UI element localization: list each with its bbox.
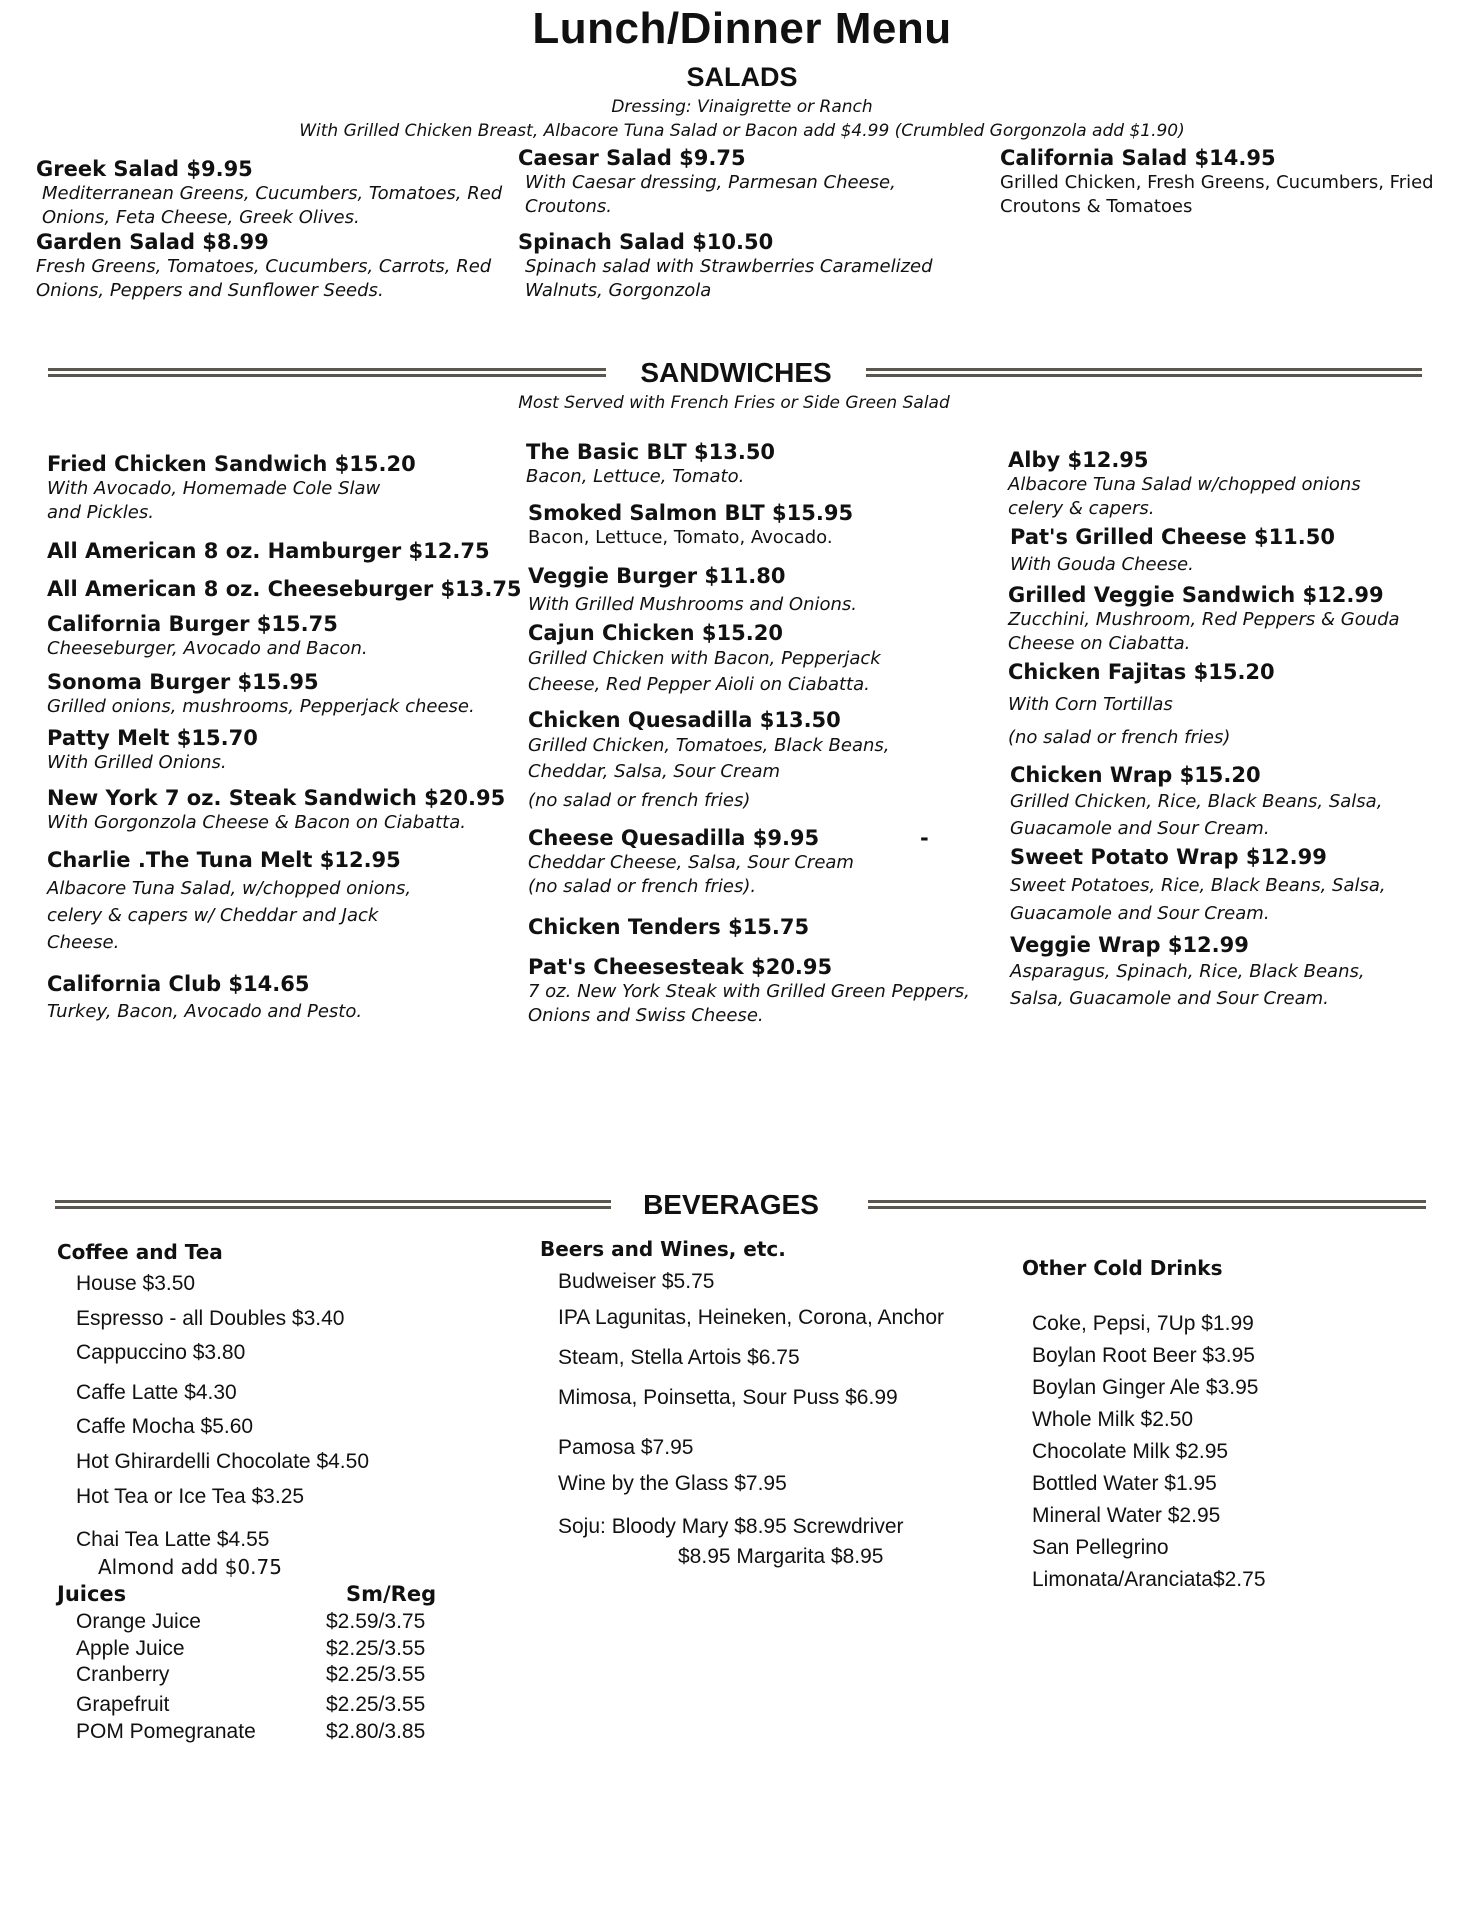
item-name: Cajun Chicken $15.20 [528,621,783,645]
sandwich-item [1010,525,1480,577]
item-desc: Albacore Tuna Salad w/chopped onions celery & capers. [1008,474,1361,519]
item-name: Smoked Salmon BLT $15.95 [528,501,854,525]
sandwich-item [526,440,996,489]
item-desc: With Avocado, Homemade Cole Slaw and Pickles. [47,478,381,523]
item-name: Greek Salad $9.95 [36,157,253,181]
item-name: Pat's Grilled Cheese $11.50 [1010,525,1335,549]
juice-price: $2.80/3.85 [326,1720,426,1743]
juices-size-label: Sm/Reg [346,1582,437,1606]
item-desc: Bacon, Lettuce, Tomato, Avocado. [528,527,833,548]
beverage-item: IPA Lagunitas, Heineken, Corona, Anchor [558,1306,945,1329]
beverage-item: Wine by the Glass $7.95 [558,1472,787,1495]
menu-title: Lunch/Dinner Menu [532,4,952,53]
sandwich-item [1008,448,1478,521]
sandwich-item [528,621,998,698]
section-divider-left [48,368,606,377]
beverage-item: Chocolate Milk $2.95 [1032,1440,1229,1463]
beverage-item: Soju: Bloody Mary $8.95 Screwdriver [558,1515,904,1538]
cold-drinks-heading: Other Cold Drinks [1022,1256,1223,1280]
item-name: Sonoma Burger $15.95 [47,670,319,694]
item-desc: Zucchini, Mushroom, Red Peppers & Gouda Cheese on Ciabatta. [1008,609,1400,654]
beverage-item: Coke, Pepsi, 7Up $1.99 [1032,1312,1254,1335]
juice-name: Grapefruit [76,1693,170,1716]
item-name: Chicken Fajitas $15.20 [1008,660,1275,684]
item-desc: Albacore Tuna Salad, w/chopped onions, celery & capers w/ Cheddar and Jack Cheese. [47,878,412,953]
beverage-item: Mimosa, Poinsetta, Sour Puss $6.99 [558,1386,898,1409]
item-name: Sweet Potato Wrap $12.99 [1010,845,1327,869]
sandwich-item [47,726,517,775]
beverage-item: Chai Tea Latte $4.55 [76,1528,270,1551]
item-name: California Burger $15.75 [47,612,338,636]
section-divider-right [868,1200,1426,1209]
beverage-item: Limonata/Aranciata$2.75 [1032,1568,1266,1591]
item-name: Caesar Salad $9.75 [518,146,746,170]
sandwich-item [47,848,517,956]
item-name: California Salad $14.95 [1000,146,1276,170]
sandwich-item [528,501,998,550]
item-note: (no salad or french fries) [528,790,751,811]
item-name: Patty Melt $15.70 [47,726,258,750]
beverage-item: Caffe Mocha $5.60 [76,1415,254,1438]
item-desc: Grilled onions, mushrooms, Pepperjack cheese. [47,696,475,717]
item-desc: With Caesar dressing, Parmesan Cheese, Croutons. [525,172,896,217]
item-desc: 7 oz. New York Steak with Grilled Green Peppers, Onions and Swiss Cheese. [528,981,970,1026]
salad-item-garden [36,230,506,303]
beverage-item: Budweiser $5.75 [558,1270,715,1293]
item-name: Fried Chicken Sandwich $15.20 [47,452,416,476]
item-name: Veggie Burger $11.80 [528,564,786,588]
juice-price: $2.25/3.55 [326,1663,426,1686]
beverage-item: Bottled Water $1.95 [1032,1472,1217,1495]
item-desc: With Gouda Cheese. [1010,554,1194,575]
beverage-item: Steam, Stella Artois $6.75 [558,1346,800,1369]
salad-item-california [1000,146,1450,219]
salad-item-caesar [518,146,948,219]
juice-name: Cranberry [76,1663,170,1686]
item-name: California Club $14.65 [47,972,310,996]
beers-wines-heading: Beers and Wines, etc. [540,1237,786,1261]
beverage-item: $8.95 Margarita $8.95 [678,1545,884,1568]
sandwiches-note: Most Served with French Fries or Side Green Salad [518,393,950,413]
item-name: Veggie Wrap $12.99 [1010,933,1249,957]
item-desc: Spinach salad with Strawberries Caramelized Walnuts, Gorgonzola [525,256,933,301]
item-name: Garden Salad $8.99 [36,230,269,254]
item-name: All American 8 oz. Hamburger $12.75 [47,539,490,563]
item-name: The Basic BLT $13.50 [526,440,776,464]
item-name: All American 8 oz. Cheeseburger $13.75 [47,577,522,601]
item-desc: With Grilled Onions. [47,752,227,773]
sandwich-item [47,612,517,661]
sandwich-item [47,452,517,525]
salads-heading: SALADS [686,62,798,92]
item-note: (no salad or french fries) [1008,727,1231,748]
juice-name: Orange Juice [76,1610,201,1633]
item-desc: Grilled Chicken, Fresh Greens, Cucumbers, Fried Croutons & Tomatoes [1000,172,1434,217]
beverage-addon: Almond add $0.75 [98,1555,282,1579]
sandwich-item [1010,933,1480,1012]
item-name: Grilled Veggie Sandwich $12.99 [1008,583,1384,607]
beverage-item: Hot Tea or Ice Tea $3.25 [76,1485,305,1508]
juices-heading: Juices [57,1582,127,1606]
sandwich-item [47,972,517,1024]
section-divider-right [866,368,1422,377]
item-name: Chicken Wrap $15.20 [1010,763,1261,787]
item-name: Spinach Salad $10.50 [518,230,774,254]
sandwich-item [47,670,517,719]
sandwich-item [47,786,517,835]
item-desc: Grilled Chicken with Bacon, Pepperjack Cheese, Red Pepper Aioli on Ciabatta. [528,648,881,695]
sandwich-item [528,955,998,1028]
juice-price: $2.25/3.55 [326,1693,426,1716]
beverage-item: Boylan Root Beer $3.95 [1032,1344,1255,1367]
beverage-item: Mineral Water $2.95 [1032,1504,1221,1527]
sandwich-item [1010,763,1480,842]
item-desc: Mediterranean Greens, Cucumbers, Tomatoes, Red Onions, Feta Cheese, Greek Olives. [42,183,503,228]
juice-name: POM Pomegranate [76,1720,256,1743]
beverage-item: San Pellegrino [1032,1536,1169,1559]
beverage-item: Hot Ghirardelli Chocolate $4.50 [76,1450,369,1473]
item-desc: Sweet Potatoes, Rice, Black Beans, Salsa, Guacamole and Sour Cream. [1010,875,1386,924]
salads-dressing-note: Dressing: Vinaigrette or Ranch [611,97,873,117]
item-desc: Fresh Greens, Tomatoes, Cucumbers, Carrots, Red Onions, Peppers and Sunflower Seeds. [36,256,492,301]
juice-price: $2.25/3.55 [326,1637,426,1660]
item-desc: Bacon, Lettuce, Tomato. [526,466,745,487]
beverage-item: Cappuccino $3.80 [76,1341,246,1364]
item-desc: Cheddar Cheese, Salsa, Sour Cream (no salad or french fries). [528,852,854,897]
sandwich-item [528,915,998,940]
stray-dash: - [920,826,929,850]
item-name: Cheese Quesadilla $9.95 [528,826,820,850]
item-name: Chicken Tenders $15.75 [528,915,810,939]
item-desc: Grilled Chicken, Rice, Black Beans, Salsa, Guacamole and Sour Cream. [1010,791,1383,839]
beverages-heading: BEVERAGES [643,1189,819,1220]
sandwiches-heading: SANDWICHES [640,357,832,388]
sandwich-item [47,577,522,602]
beverage-item: House $3.50 [76,1272,196,1295]
coffee-tea-heading: Coffee and Tea [57,1240,223,1264]
beverage-item: Caffe Latte $4.30 [76,1381,237,1404]
sandwich-item [47,539,517,564]
item-desc: With Gorgonzola Cheese & Bacon on Ciabatta. [47,812,466,833]
item-desc: With Grilled Mushrooms and Onions. [528,594,858,615]
beverage-item: Espresso - all Doubles $3.40 [76,1307,345,1330]
section-divider-left [55,1200,611,1209]
item-name: Pat's Cheesesteak $20.95 [528,955,833,979]
sandwich-item [1008,660,1478,750]
item-desc: Cheeseburger, Avocado and Bacon. [47,638,368,659]
item-desc: With Corn Tortillas [1008,694,1173,715]
salads-addon-note: With Grilled Chicken Breast, Albacore Tuna Salad or Bacon add $4.99 (Crumbled Gorgonzola add $1.90) [299,121,1185,141]
beverage-item: Pamosa $7.95 [558,1436,694,1459]
item-name: Charlie .The Tuna Melt $12.95 [47,848,401,872]
item-name: Chicken Quesadilla $13.50 [528,708,841,732]
item-name: Alby $12.95 [1008,448,1149,472]
item-name: New York 7 oz. Steak Sandwich $20.95 [47,786,506,810]
juice-name: Apple Juice [76,1637,185,1660]
item-desc: Grilled Chicken, Tomatoes, Black Beans, Cheddar, Salsa, Sour Cream [528,735,890,782]
sandwich-item [1008,583,1478,656]
salad-item-spinach [518,230,978,303]
beverage-item: Whole Milk $2.50 [1032,1408,1194,1431]
sandwich-item [528,708,998,813]
juice-price: $2.59/3.75 [326,1610,426,1633]
sandwich-item [528,564,998,617]
item-desc: Turkey, Bacon, Avocado and Pesto. [47,1001,363,1022]
item-desc: Asparagus, Spinach, Rice, Black Beans, Salsa, Guacamole and Sour Cream. [1010,961,1365,1009]
salad-item-greek [36,157,506,230]
beverage-item: Boylan Ginger Ale $3.95 [1032,1376,1259,1399]
sandwich-item [1010,845,1480,928]
